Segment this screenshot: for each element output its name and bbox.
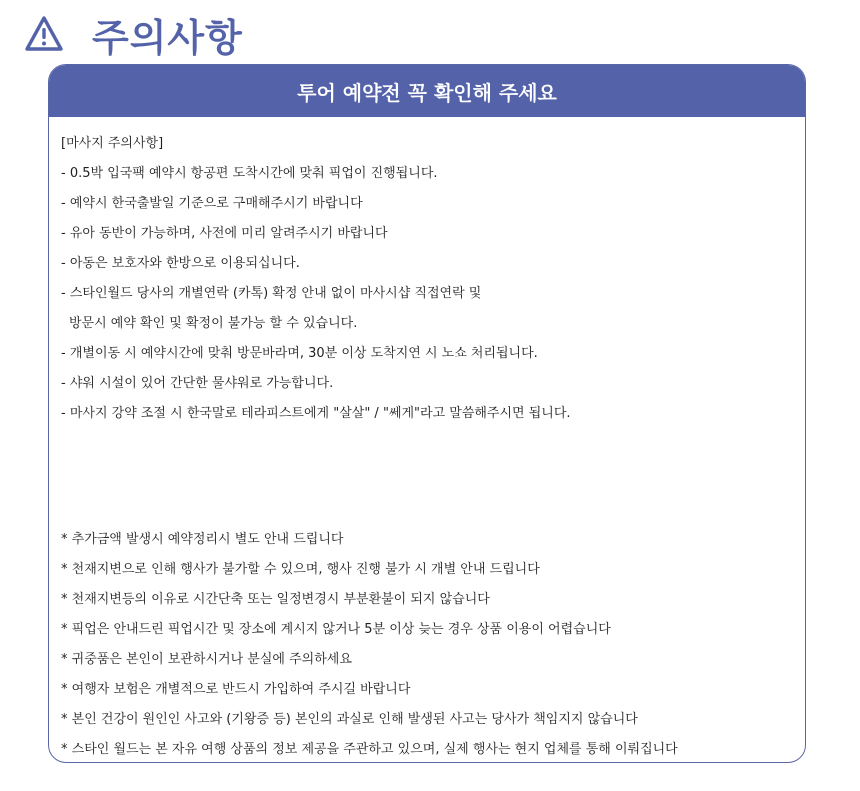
notice-line: - 0.5박 입국팩 예약시 항공편 도착시간에 맞춰 픽업이 진행됩니다. bbox=[61, 166, 438, 181]
general-notes-section bbox=[61, 525, 805, 763]
notice-body bbox=[49, 117, 805, 763]
section-heading: [마사지 주의사항] bbox=[61, 136, 164, 151]
general-note: * 여행자 보험은 개별적으로 반드시 가입하여 주시길 바랍니다 bbox=[61, 682, 411, 697]
warning-triangle-icon bbox=[24, 14, 64, 54]
massage-notice-section bbox=[61, 117, 805, 429]
title-row bbox=[24, 8, 243, 60]
notice-banner: 투어 예약전 꼭 확인해 주세요 bbox=[49, 65, 805, 117]
general-note: * 천재지변등의 이유로 시간단축 또는 일정변경시 부분환불이 되지 않습니다 bbox=[61, 592, 490, 607]
general-note: * 픽업은 안내드린 픽업시간 및 장소에 계시지 않거나 5분 이상 늦는 경우 상품 이용이 어렵습니다 bbox=[61, 622, 611, 637]
page-title: 주의사항 bbox=[92, 15, 243, 60]
notice-line: - 예약시 한국출발일 기준으로 구매해주시기 바랍니다 bbox=[61, 196, 363, 211]
notice-line: - 개별이동 시 예약시간에 맞춰 방문바라며, 30분 이상 도착지연 시 노쇼 처리됩니다. bbox=[61, 346, 538, 361]
general-note: * 추가금액 발생시 예약정리시 별도 안내 드립니다 bbox=[61, 532, 344, 547]
general-note: * 천재지변으로 인해 행사가 불가할 수 있으며, 행사 진행 불가 시 개별 안내 드립니다 bbox=[61, 562, 540, 577]
notice-box bbox=[48, 64, 806, 763]
general-note: * 귀중품은 본인이 보관하시거나 분실에 주의하세요 bbox=[61, 652, 352, 667]
notice-line: - 유아 동반이 가능하며, 사전에 미리 알려주시기 바랍니다 bbox=[61, 226, 388, 241]
notice-line-continued: 방문시 예약 확인 및 확정이 불가능 할 수 있습니다. bbox=[69, 316, 358, 331]
general-note: * 스타인 월드는 본 자유 여행 상품의 정보 제공을 주관하고 있으며, 실제 행사는 현지 업체를 통해 이뤄집니다 bbox=[61, 742, 678, 757]
general-note: * 본인 건강이 원인인 사고와 (기왕증 등) 본인의 과실로 인해 발생된 사고는 당사가 책임지지 않습니다 bbox=[61, 712, 638, 727]
notice-line: - 스타인월드 당사의 개별연락 (카톡) 확정 안내 없이 마사시샵 직접연락 및 bbox=[61, 286, 482, 301]
notice-line: - 마사지 강약 조절 시 한국말로 테라피스트에게 "살살" / "쎄게"라고 말씀해주시면 됩니다. bbox=[61, 406, 571, 421]
notice-line: - 샤워 시설이 있어 간단한 물샤워로 가능합니다. bbox=[61, 376, 334, 391]
notice-line: - 아동은 보호자와 한방으로 이용되십니다. bbox=[61, 256, 300, 271]
